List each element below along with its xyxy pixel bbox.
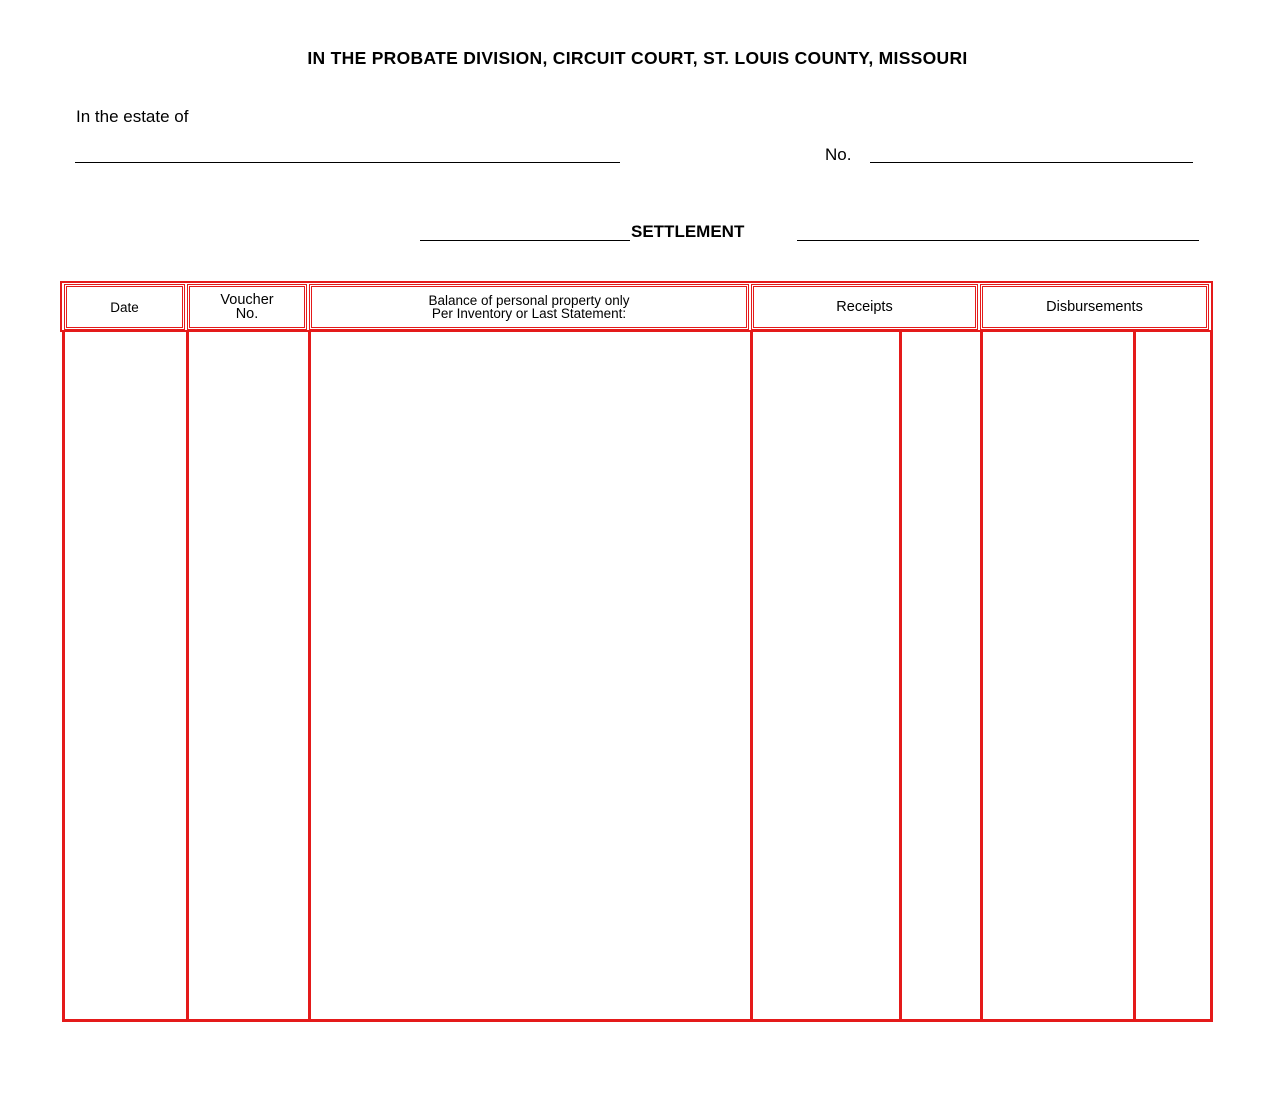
case-no-field[interactable] (870, 162, 1193, 163)
column-divider (1133, 330, 1136, 1021)
voucher-header-text2: No. (235, 306, 259, 322)
date-header-text: Date (110, 299, 139, 315)
column-divider (186, 330, 189, 1021)
settlement-trailing-line (797, 240, 1199, 241)
column-divider (899, 330, 902, 1021)
balance-header-text: Balance of personal property only (428, 293, 630, 308)
settlement-type-field[interactable] (420, 240, 630, 241)
disbursements-header-text: Disbursements (1046, 298, 1143, 315)
estate-name-field[interactable] (75, 162, 620, 163)
column-header-disbursements (980, 284, 1209, 330)
column-divider (1210, 330, 1213, 1021)
estate-label: In the estate of (76, 107, 189, 126)
balance-header-text2: Per Inventory or Last Statement: (431, 306, 627, 321)
column-divider (980, 330, 983, 1021)
receipts-header-text: Receipts (836, 298, 893, 315)
court-title: IN THE PROBATE DIVISION, CIRCUIT COURT, ST. LOUIS COUNTY, MISSOURI (307, 48, 968, 68)
table-bottom-border (62, 1019, 1213, 1022)
settlement-label: SETTLEMENT (631, 222, 745, 241)
voucher-header-text: Voucher (220, 292, 274, 308)
column-header-date (64, 284, 185, 330)
column-divider (62, 330, 65, 1021)
case-no-label: No. (825, 145, 852, 164)
column-divider (750, 330, 753, 1021)
column-header-voucher (187, 284, 307, 330)
column-header-receipts (751, 284, 978, 330)
column-header-balance (309, 284, 749, 330)
column-divider (308, 330, 311, 1021)
